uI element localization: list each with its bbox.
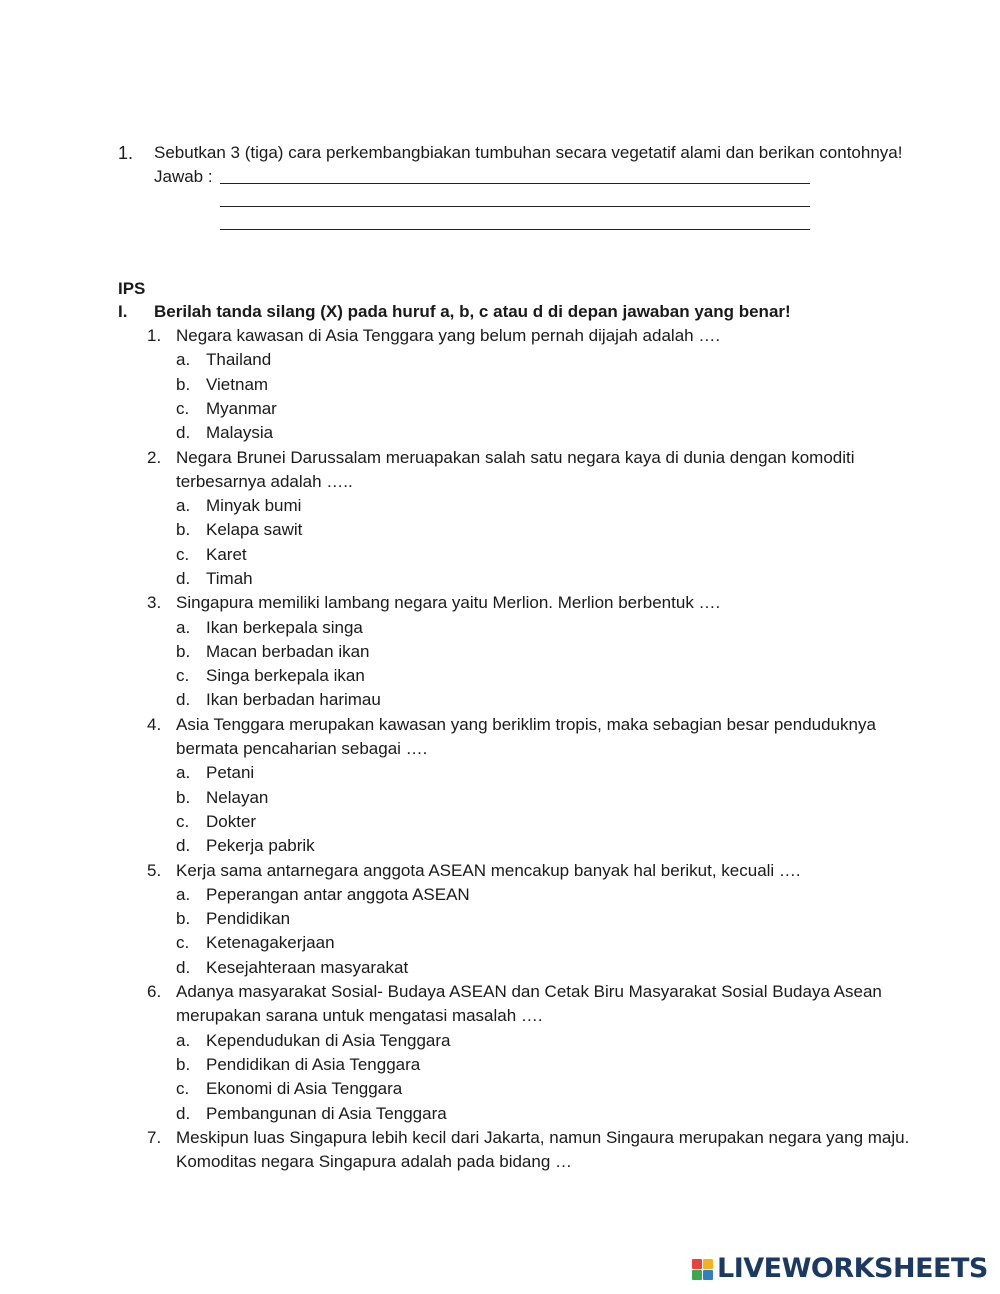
option-letter: c.: [176, 399, 190, 418]
option-a[interactable]: [176, 496, 496, 516]
option-a[interactable]: [176, 1031, 496, 1051]
option-c[interactable]: [176, 666, 496, 686]
option-text: Pembangunan di Asia Tenggara: [206, 1104, 447, 1123]
option-letter: c.: [176, 933, 190, 952]
option-text: Thailand: [206, 350, 272, 369]
option-letter: a.: [176, 885, 191, 904]
option-d[interactable]: [176, 958, 496, 978]
logo-text: LIVEWORKSHEETS: [717, 1253, 988, 1284]
question-text: Kerja sama antarnegara anggota ASEAN mencakup banyak hal berikut, kecuali ….: [176, 861, 801, 880]
answer-line-3[interactable]: [220, 229, 810, 230]
question-number: 6.: [147, 982, 162, 1001]
option-text: Macan berbadan ikan: [206, 642, 370, 661]
question-text: terbesarnya adalah …..: [176, 472, 353, 491]
option-letter: a.: [176, 763, 191, 782]
prev-question-number: 1.: [118, 143, 134, 163]
option-c[interactable]: [176, 1079, 496, 1099]
option-text: Peperangan antar anggota ASEAN: [206, 885, 470, 904]
liveworksheets-logo: [692, 1254, 988, 1284]
option-letter: d.: [176, 958, 191, 977]
option-letter: c.: [176, 1079, 190, 1098]
option-text: Myanmar: [206, 399, 277, 418]
question-text: Komoditas negara Singapura adalah pada bidang …: [176, 1152, 573, 1171]
option-a[interactable]: [176, 763, 496, 783]
option-text: Kependudukan di Asia Tenggara: [206, 1031, 451, 1050]
option-a[interactable]: [176, 885, 496, 905]
option-d[interactable]: [176, 690, 496, 710]
question-text: Asia Tenggara merupakan kawasan yang beriklim tropis, maka sebagian besar penduduknya: [176, 715, 876, 734]
instruction: Berilah tanda silang (X) pada huruf a, b, c atau d di depan jawaban yang benar!: [154, 302, 791, 321]
option-text: Nelayan: [206, 788, 269, 807]
option-text: Karet: [206, 545, 247, 564]
option-text: Ketenagakerjaan: [206, 933, 335, 952]
option-text: Kesejahteraan masyarakat: [206, 958, 409, 977]
question-number: 3.: [147, 593, 162, 612]
prev-question-text: Sebutkan 3 (tiga) cara perkembangbiakan tumbuhan secara vegetatif alami dan berikan contohnya!: [154, 143, 903, 162]
question-number: 2.: [147, 448, 162, 467]
option-letter: d.: [176, 569, 191, 588]
option-text: Pendidikan: [206, 909, 291, 928]
question-number: 7.: [147, 1128, 162, 1147]
option-c[interactable]: [176, 933, 496, 953]
option-text: Ikan berbadan harimau: [206, 690, 381, 709]
section-title: IPS: [118, 279, 146, 298]
option-text: Timah: [206, 569, 253, 588]
option-b[interactable]: [176, 788, 496, 808]
logo-mark-icon: [692, 1259, 713, 1280]
option-c[interactable]: [176, 399, 496, 419]
option-letter: b.: [176, 1055, 191, 1074]
question-text: Adanya masyarakat Sosial- Budaya ASEAN dan Cetak Biru Masyarakat Sosial Budaya Asean: [176, 982, 882, 1001]
option-letter: a.: [176, 496, 191, 515]
option-letter: a.: [176, 350, 191, 369]
option-b[interactable]: [176, 520, 496, 540]
option-text: Pekerja pabrik: [206, 836, 315, 855]
question-text: bermata pencaharian sebagai ….: [176, 739, 428, 758]
option-letter: c.: [176, 666, 190, 685]
logo-square-icon: [692, 1270, 702, 1280]
logo-square-icon: [692, 1259, 702, 1269]
option-letter: d.: [176, 1104, 191, 1123]
question-text: merupakan sarana untuk mengatasi masalah ….: [176, 1006, 543, 1025]
question-text: Meskipun luas Singapura lebih kecil dari Jakarta, namun Singaura merupakan negara yang maju.: [176, 1128, 910, 1147]
question-text: Singapura memiliki lambang negara yaitu Merlion. Merlion berbentuk ….: [176, 593, 721, 612]
option-text: Singa berkepala ikan: [206, 666, 365, 685]
option-text: Kelapa sawit: [206, 520, 303, 539]
logo-square-icon: [703, 1270, 713, 1280]
option-b[interactable]: [176, 909, 496, 929]
option-letter: b.: [176, 520, 191, 539]
option-letter: b.: [176, 788, 191, 807]
question-text: Negara Brunei Darussalam meruapakan salah satu negara kaya di dunia dengan komoditi: [176, 448, 855, 467]
answer-line-1[interactable]: [220, 183, 810, 184]
option-d[interactable]: [176, 1104, 496, 1124]
option-letter: a.: [176, 1031, 191, 1050]
option-text: Petani: [206, 763, 255, 782]
option-letter: c.: [176, 812, 190, 831]
option-text: Dokter: [206, 812, 257, 831]
option-a[interactable]: [176, 618, 496, 638]
option-letter: d.: [176, 423, 191, 442]
option-text: Minyak bumi: [206, 496, 302, 515]
option-letter: b.: [176, 375, 191, 394]
option-b[interactable]: [176, 642, 496, 662]
answer-label: Jawab :: [154, 167, 213, 186]
option-text: Ekonomi di Asia Tenggara: [206, 1079, 403, 1098]
option-letter: b.: [176, 909, 191, 928]
question-text: Negara kawasan di Asia Tenggara yang belum pernah dijajah adalah ….: [176, 326, 721, 345]
question-number: 5.: [147, 861, 162, 880]
option-d[interactable]: [176, 423, 496, 443]
option-text: Malaysia: [206, 423, 274, 442]
option-letter: c.: [176, 545, 190, 564]
option-letter: d.: [176, 690, 191, 709]
question-number: 4.: [147, 715, 162, 734]
option-c[interactable]: [176, 812, 496, 832]
option-text: Ikan berkepala singa: [206, 618, 363, 637]
question-number: 1.: [147, 326, 162, 345]
option-letter: d.: [176, 836, 191, 855]
option-b[interactable]: [176, 1055, 496, 1075]
option-letter: b.: [176, 642, 191, 661]
option-d[interactable]: [176, 569, 496, 589]
option-c[interactable]: [176, 545, 496, 565]
option-a[interactable]: [176, 350, 496, 370]
option-b[interactable]: [176, 375, 496, 395]
option-text: Pendidikan di Asia Tenggara: [206, 1055, 421, 1074]
answer-line-2[interactable]: [220, 206, 810, 207]
part-number: I.: [118, 302, 128, 321]
option-letter: a.: [176, 618, 191, 637]
logo-square-icon: [703, 1259, 713, 1269]
option-d[interactable]: [176, 836, 496, 856]
option-text: Vietnam: [206, 375, 269, 394]
